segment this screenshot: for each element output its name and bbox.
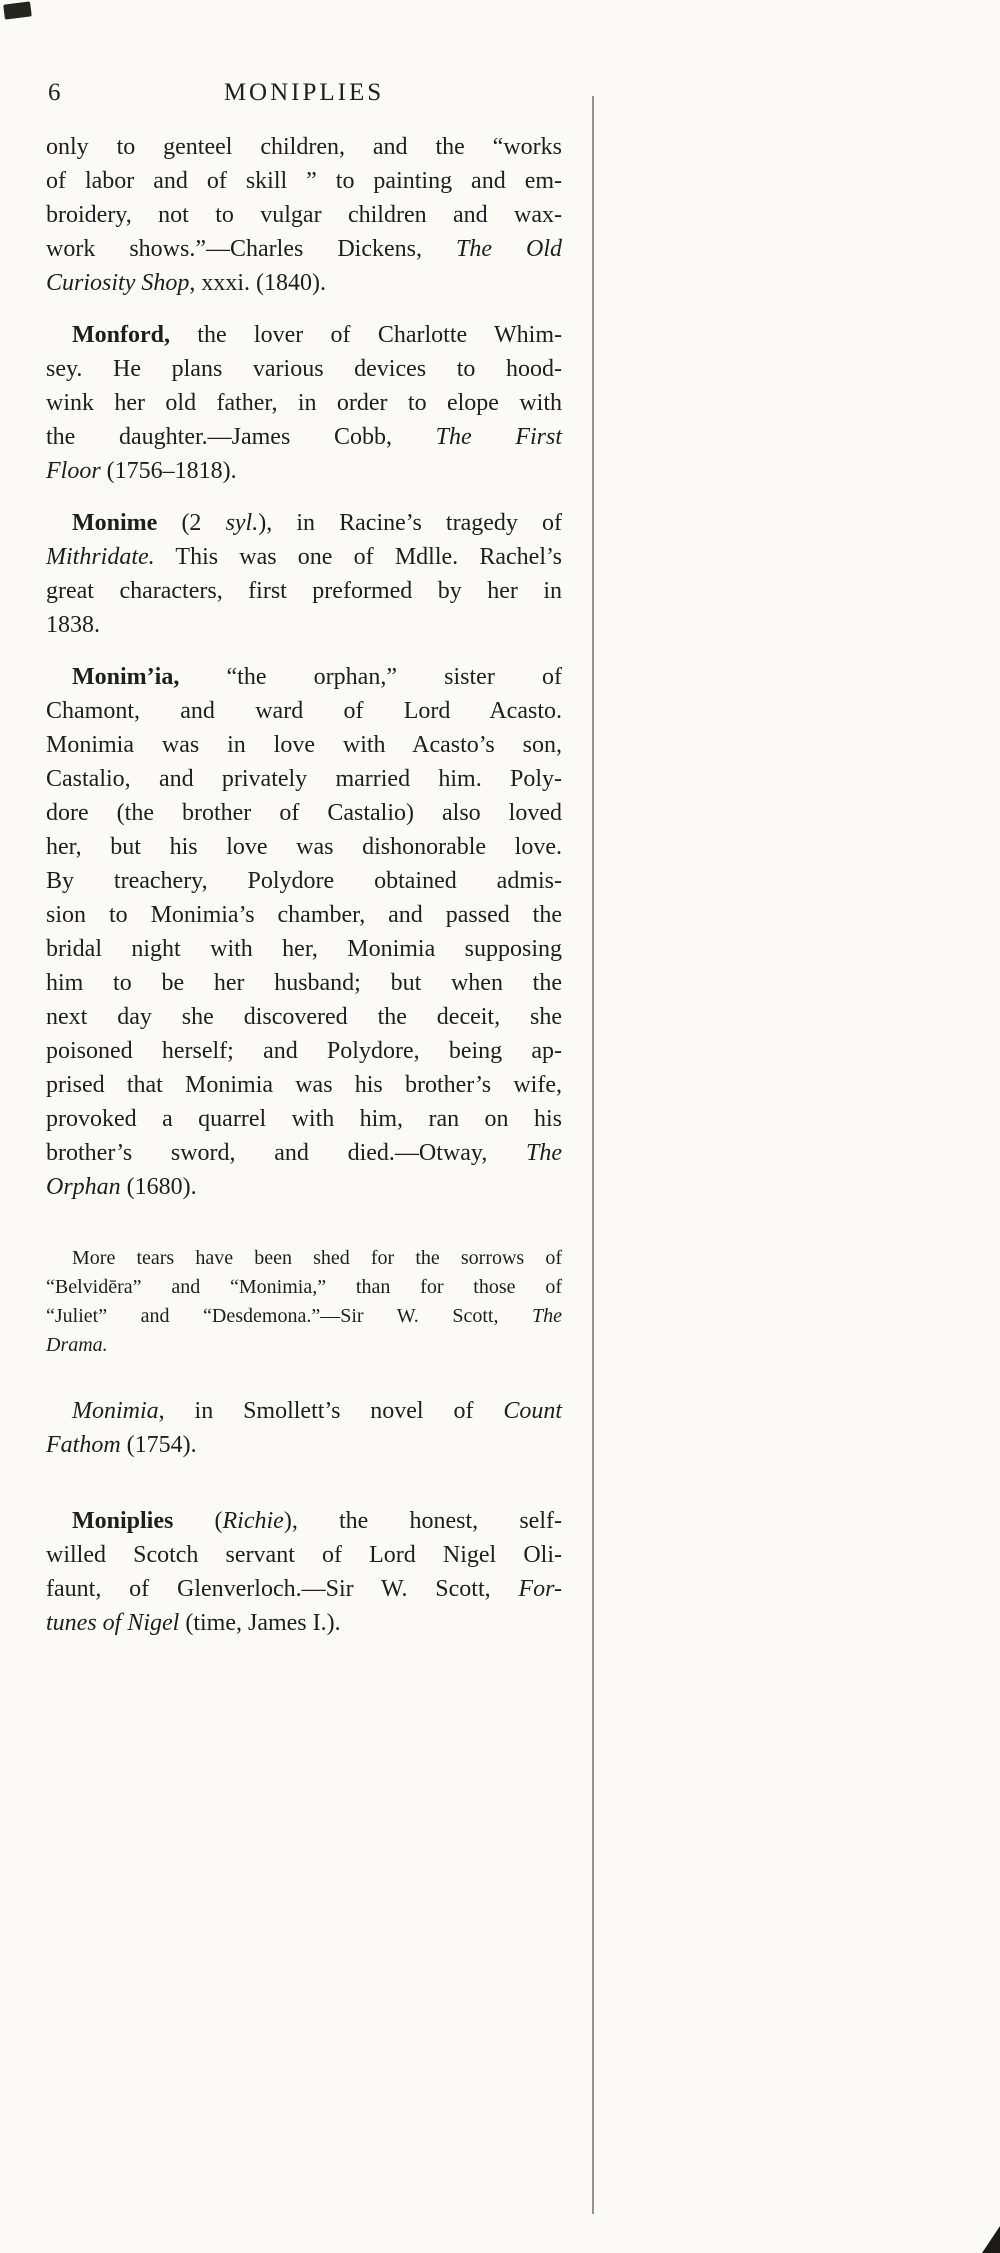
text-run: brother’s sword, and died.—Otway,	[46, 1140, 526, 1166]
text-run: syl.	[225, 510, 259, 536]
text-run: , xxxi. (1840).	[189, 270, 326, 296]
text-line	[46, 1068, 562, 1102]
text-run: (time, James I.).	[179, 1610, 341, 1636]
text-line	[46, 1136, 562, 1170]
text-run: The	[532, 1305, 562, 1327]
text-run: only to genteel children, and the “works	[46, 134, 562, 160]
text-run: By treachery, Polydore obtained admis-	[46, 868, 562, 894]
scan-artifact-bottom-right	[982, 2226, 1000, 2253]
text-line	[46, 1538, 562, 1572]
text-line	[46, 694, 562, 728]
text-run: faunt, of Glenverloch.—Sir W. Scott,	[46, 1576, 519, 1602]
text-line	[46, 164, 562, 198]
entry-monime	[46, 506, 562, 642]
text-run: Monimia	[72, 1398, 159, 1424]
text-run: broidery, not to vulgar children and wax-	[46, 202, 562, 228]
text-run: him to be her husband; but when the	[46, 970, 562, 996]
text-run: Count	[503, 1398, 562, 1424]
text-run: Monimia was in love with Acasto’s son,	[46, 732, 562, 758]
text-line	[46, 352, 562, 386]
text-run: the lover of Charlotte Whim-	[170, 322, 562, 348]
column-divider-line	[592, 96, 594, 2214]
text-run: provoked a quarrel with him, ran on his	[46, 1106, 562, 1132]
text-run: Monim’ia,	[72, 664, 180, 690]
text-run: dore (the brother of Castalio) also loved	[46, 800, 562, 826]
running-header-title: MONIPLIES	[223, 79, 385, 106]
text-run: ), in Racine’s tragedy of	[258, 510, 562, 536]
text-line	[46, 796, 562, 830]
scan-artifact-top-left	[3, 1, 32, 19]
text-run: Chamont, and ward of Lord Acasto.	[46, 698, 562, 724]
text-line	[46, 386, 562, 420]
text-line	[46, 830, 562, 864]
text-run: Monime	[72, 510, 158, 536]
text-line	[46, 728, 562, 762]
text-line	[46, 318, 562, 352]
text-run: “Belvidēra” and “Monimia,” than for those of	[46, 1276, 562, 1298]
text-run: This was one of Mdlle. Rachel’s	[154, 544, 562, 570]
text-line	[46, 932, 562, 966]
text-line	[46, 762, 562, 796]
quote-scott-the-drama	[46, 1244, 562, 1360]
text-line	[46, 266, 562, 300]
text-run: Drama.	[46, 1334, 108, 1356]
text-line	[46, 1331, 562, 1360]
text-run: Floor	[46, 458, 101, 484]
text-line	[46, 608, 562, 642]
text-line	[46, 1102, 562, 1136]
text-run: (1680).	[120, 1174, 197, 1200]
text-run: the daughter.—James Cobb,	[46, 424, 436, 450]
text-run: Monford,	[72, 322, 170, 348]
text-run: next day she discovered the deceit, she	[46, 1004, 562, 1030]
text-run: The Old	[455, 236, 562, 262]
text-line	[46, 540, 562, 574]
text-line	[46, 198, 562, 232]
text-line	[46, 130, 562, 164]
text-line	[46, 1428, 562, 1462]
text-run: work shows.”—Charles Dickens,	[46, 236, 456, 262]
text-run: tunes of Nigel	[46, 1610, 180, 1636]
text-run: “Juliet” and “Desdemona.”—Sir W. Scott,	[46, 1305, 532, 1327]
entry-dickens-continuation	[46, 130, 562, 300]
entry-monimia-orphan	[46, 660, 562, 1204]
text-run: wink her old father, in order to elope with	[46, 390, 562, 416]
text-run: of labor and of skill ” to painting and em-	[46, 168, 562, 194]
text-line	[46, 660, 562, 694]
text-run: (1754).	[120, 1432, 197, 1458]
text-run: The	[526, 1140, 562, 1166]
text-run: “the orphan,” sister of	[179, 664, 562, 690]
text-run: her, but his love was dishonorable love.	[46, 834, 562, 860]
text-run: Fathom	[46, 1432, 121, 1458]
text-line	[46, 1170, 562, 1204]
text-line	[46, 898, 562, 932]
running-header	[46, 78, 562, 110]
text-line	[46, 1273, 562, 1302]
text-run: Mithridate.	[46, 544, 155, 570]
text-line	[46, 506, 562, 540]
text-run: Orphan	[46, 1174, 121, 1200]
text-line	[46, 1504, 562, 1538]
text-line	[46, 574, 562, 608]
text-run: prised that Monimia was his brother’s wife,	[46, 1072, 562, 1098]
entry-monimia-smollett	[46, 1394, 562, 1462]
text-run: poisoned herself; and Polydore, being ap-	[46, 1038, 562, 1064]
entry-moniplies	[46, 1504, 562, 1640]
text-line	[46, 1394, 562, 1428]
text-line	[46, 864, 562, 898]
text-line	[46, 1034, 562, 1068]
text-line	[46, 1302, 562, 1331]
entry-monford	[46, 318, 562, 488]
text-line	[46, 1606, 562, 1640]
page-body	[46, 130, 562, 1640]
text-run: great characters, first preformed by her in	[46, 578, 562, 604]
text-run: willed Scotch servant of Lord Nigel Oli-	[46, 1542, 562, 1568]
text-run: Curiosity Shop	[46, 270, 190, 296]
text-line	[46, 420, 562, 454]
text-run: (1756–1818).	[100, 458, 237, 484]
text-run: (	[173, 1508, 223, 1534]
text-line	[46, 1572, 562, 1606]
text-run: (2	[157, 510, 226, 536]
text-run: 1838.	[46, 612, 100, 638]
text-run: For-	[518, 1576, 562, 1602]
text-run: Richie	[222, 1508, 284, 1534]
text-run: bridal night with her, Monimia supposing	[46, 936, 562, 962]
text-run: Moniplies	[72, 1508, 174, 1534]
text-run: sey. He plans various devices to hood-	[46, 356, 562, 382]
text-line	[46, 966, 562, 1000]
text-line	[46, 454, 562, 488]
text-run: ), the honest, self-	[283, 1508, 562, 1534]
text-run: sion to Monimia’s chamber, and passed the	[46, 902, 562, 928]
text-run: Castalio, and privately married him. Poly-	[46, 766, 562, 792]
text-line	[46, 232, 562, 266]
text-run: More tears have been shed for the sorrows of	[72, 1247, 562, 1269]
text-line	[46, 1244, 562, 1273]
text-run: , in Smollett’s novel of	[158, 1398, 504, 1424]
text-run: The First	[435, 424, 562, 450]
text-line	[46, 1000, 562, 1034]
page-number: 6	[48, 79, 61, 106]
